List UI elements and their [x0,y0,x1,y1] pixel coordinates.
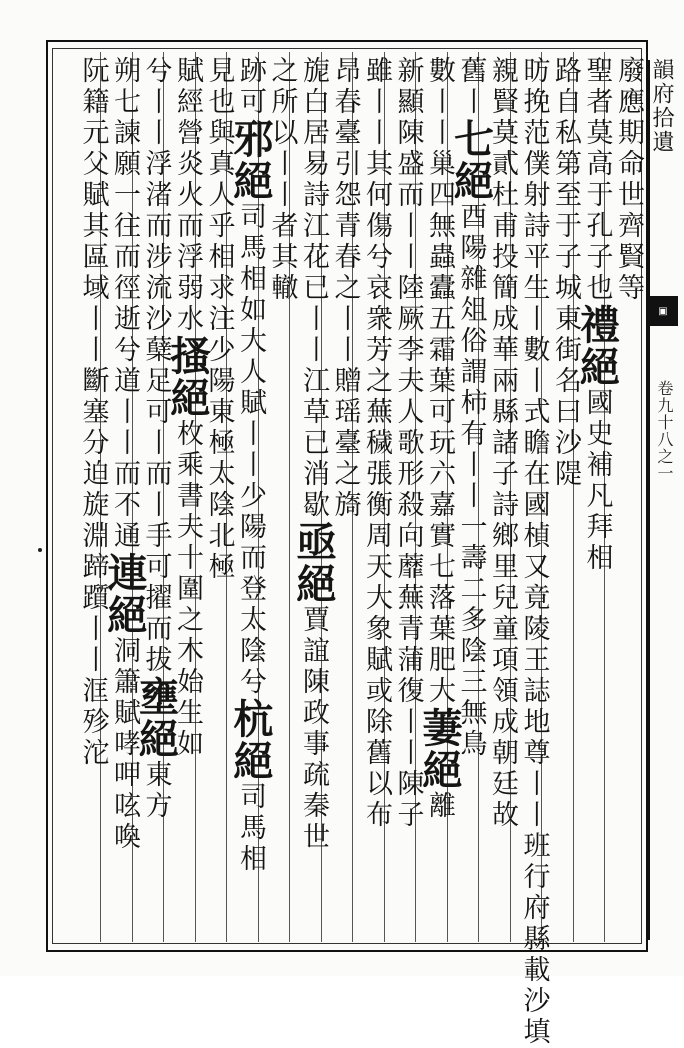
column-text: 新顯陳盛而丨丨陸厥李夫人歌形殺向蘼蕪青蒲復丨丨陳子 [392,56,424,831]
column-text: 枚乘書夫十圍之木始生如 [172,419,203,760]
column-text: 阮籍元父賦其區域丨丨斷塞分迫旋淵 [77,56,109,552]
column-text: 賈誼陳政事疏秦世 [298,605,329,853]
headword: 連絕 [101,552,148,636]
column-text: 朔七諫願一往而徑逝兮道丨丨而不通 [109,56,140,552]
column-text: 離 [424,791,455,822]
headword: 禮絕 [573,304,621,388]
column-text: 雖丨丨其何傷兮哀衆芳之蕪穢張衡周天大象賦或除舊以布 [361,56,392,831]
headword: 搔絕 [164,335,211,419]
headword: 萋絕 [416,707,463,791]
column-text: 昂春臺引怨青春之丨丨贈瑶臺之旖 [329,56,361,521]
seal-stamp-icon: ▣ [648,296,678,326]
column-text: 見也 [203,56,235,118]
volume-label: 卷九十八之一 [655,380,674,482]
column-text: 蘖足可丨而丨手可擢而拔 [140,335,172,676]
headword: 杭絕 [227,698,274,782]
column-text: 數丨丨巢四無蟲蠹五霜葉可玩六嘉實七落葉肥大 [424,56,455,707]
column-text: 舊丨 [455,56,487,118]
column-text: 司馬相 [235,782,266,875]
column-text: 與真人乎相求注少陽東極太陰北極 [203,118,235,583]
column-text: 蹄躓丨丨洭殄沱 [77,552,109,769]
column-text: 昉挽范僕射詩平生丨數丨式瞻在國楨又竟陵王誌地尊丨丨班行府縣載沙填 [518,56,550,1048]
column-text: 洞簫賦哮呷呟喚 [109,636,140,853]
column-text: 國史補凡拜相 [581,388,613,574]
column-text: 聖者莫高于孔子也 [581,56,613,304]
column-text: 跡可 [235,56,266,118]
headword: 亟絕 [290,521,337,605]
column-text: 廢應期命世齊賢等 [613,56,644,304]
right-margin-strip [648,60,680,940]
column-text: 旎白居易詩江花已丨丨江草已消歇 [298,56,329,521]
headword: 邪絕 [227,118,274,202]
column-text: 親賢莫貳杜甫投簡成華兩縣諸子詩鄉里兒童項領成朝廷故 [487,56,518,831]
column-text: 酉陽雜俎俗謂柿有丨丨一壽二多陰三無鳥 [455,202,487,760]
column-text: 東方 [140,760,172,822]
column-text: 司馬相如大人賦丨丨少陽而登太陰兮 [235,202,266,698]
column-text: 兮丨丨浮渚而涉流沙 [140,56,172,335]
column-text: 路自私第至于子城東街名曰沙隄 [550,56,581,490]
column-text: 賦經營炎火而浮弱水 [172,56,203,335]
headword: 七絕 [447,118,495,202]
ink-speck [38,548,42,552]
column-text: 之所以丨丨者其轍 [266,56,298,304]
headword: 壅絕 [132,676,180,760]
text-column [71,56,115,936]
running-title: 韻府拾遺 [649,58,674,154]
